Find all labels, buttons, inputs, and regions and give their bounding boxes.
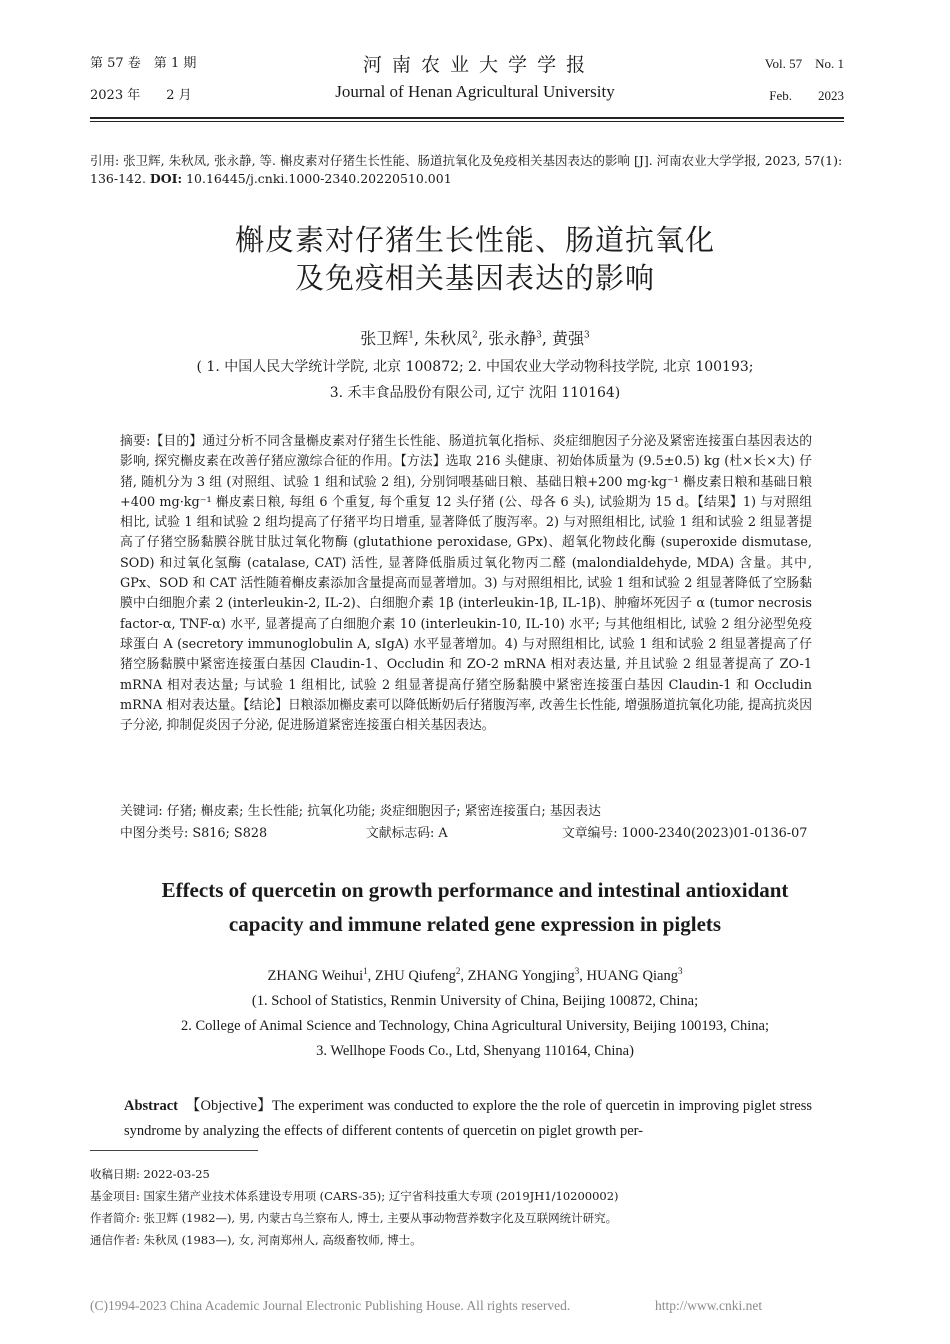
author-affil-mark: 1 xyxy=(363,966,368,977)
abstract-en-label: Abstract xyxy=(124,1098,178,1114)
header-rule-thin xyxy=(90,121,844,122)
abstract-en-text: 【Objective】The experiment was conducted to explore the the role of quercetin in improving piglet stress syndrome by analyzing the effects of different contents of quercetin on piglet growth per- xyxy=(124,1098,813,1139)
volume-issue-en: Vol. 57 No. 1 xyxy=(764,56,844,71)
author-affil-mark: 3 xyxy=(574,966,580,977)
author-name-en: ZHU Qiufeng xyxy=(374,968,456,984)
author-affil-mark: 1 xyxy=(408,330,414,341)
doi-link[interactable]: 10.16445/j.cnki.1000-2340.20220510.001 xyxy=(186,171,452,186)
doi-label: DOI: xyxy=(149,171,183,186)
abstract-en xyxy=(124,1094,812,1144)
title-cn-line2: 及免疫相关基因表达的影响 xyxy=(294,261,655,295)
footnote-received: 收稿日期: 2022-03-25 xyxy=(90,1167,210,1181)
journal-name-en: Journal of Henan Agricultural University xyxy=(335,82,615,101)
affiliations-cn-line2: 3. 禾丰食品股份有限公司, 辽宁 沈阳 110164) xyxy=(329,385,621,401)
classification-line xyxy=(120,822,812,840)
affiliations-en-line2: 2. College of Animal Science and Technology, China Agricultural University, Beijing 100193, China; xyxy=(180,1018,769,1034)
citation-text: 引用: 张卫辉, 朱秋凤, 张永静, 等. 槲皮素对仔猪生长性能、肠道抗氧化及免疫相关基因表达的影响 [J]. 河南农业大学学报, 2023, 57(1): 136-142. xyxy=(90,153,843,186)
abstract-cn: 摘要:【目的】通过分析不同含量槲皮素对仔猪生长性能、肠道抗氧化指标、炎症细胞因子分泌及紧密连接蛋白基因表达的影响, 探究槲皮素在改善仔猪应激综合征的作用。【方法】选取 216 头健康、初始体质量为 (9.5±0.5) kg (杜×长×大) 仔猪, 随机分为 3 组 (对照组、试验 1 组和试验 2 组), 分别饲喂基础日粮、基础日粮+200 mg·kg⁻¹ 槲皮素日粮和基础日粮+400 mg·kg⁻¹ 槲皮素日粮, 每组 6 个重复, 每个重复 12 头仔猪 (公、母各 6 头), 试验期为 15 d。【结果】1) 与对照组相比, 试验 1 组和试验 2 组均提高了仔猪平均日增重, 显著降低了腹泻率。2) 与对照组相比, 试验 1 组和试验 2 组显著提高了仔猪空肠黏膜谷胱甘肽过氧化物酶 (glutathione peroxidase, GPx)、超氧化物歧化酶 (superoxide dismutase, SOD) 和过氧化氢酶 (catalase, CAT) 活性, 显著降低脂质过氧化物丙二醛 (malondialdehyde, MDA) 含量。其中, GPx、SOD 和 CAT 活性随着槲皮素添加含量提高而显著增加。3) 与对照组相比, 试验 1 组和试验 2 组显著降低了空肠黏膜中白细胞介素 2 (interleukin-2, IL-2)、白细胞介素 1β (interleukin-1β, IL-1β)、肿瘤坏死因子 α (tumor necrosis factor-α, TNF-α) 水平, 显著提高了白细胞介素 10 (interleukin-10, IL-10) 水平; 与其他组相比, 试验 2 组分泌型免疫球蛋白 A (secretory immunoglobulin A, sIgA) 水平显著增加。4) 与对照组相比, 试验 1 组和试验 2 组显著提高了仔猪空肠黏膜中紧密连接蛋白基因 Claudin-1、Occludin 和 ZO-2 mRNA 相对表达量, 并且试验 2 组显著提高了 ZO-1 mRNA 相对表达量; 与试验 1 组相比, 试验 2 组显著提高仔猪空肠黏膜中紧密连接蛋白基因 Claudin-1 和 Occludin mRNA 相对表达量。【结论】日粮添加槲皮素可以降低断奶后仔猪腹泻率, 改善生长性能, 增强肠道抗氧化功能, 提高抗炎因子分泌, 抑制促炎因子分泌, 促进肠道紧密连接蛋白相关基因表达。 xyxy=(120,434,812,734)
footnote-funding: 基金项目: 国家生猪产业技术体系建设专用项 (CARS-35); 辽宁省科技重大专项 (2019JH1/10200002) xyxy=(90,1189,619,1203)
copyright-line xyxy=(90,1298,850,1314)
affiliations-en-line1: (1. School of Statistics, Renmin University of China, Beijing 100872, China; xyxy=(251,993,699,1009)
document-code: 文献标志码: A xyxy=(366,826,448,841)
volume-issue-cn: 第 57 卷 第 1 期 xyxy=(90,56,197,71)
author-name: 黄强 xyxy=(552,329,585,348)
footnote-author-bio: 作者简介: 张卫辉 (1982—), 男, 内蒙古乌兰察布人, 博士, 主要从事动物营养数字化及互联网统计研究。 xyxy=(90,1211,618,1225)
authors-cn: 张卫辉$^1$, 朱秋凤$^2$, 张永静$^3$, 黄强$^3$ xyxy=(360,329,590,348)
title-en-line2: capacity and immune related gene expression in piglets xyxy=(228,912,722,936)
keywords-cn: 关键词: 仔猪; 槲皮素; 生长性能; 抗氧化功能; 炎症细胞因子; 紧密连接蛋白; 基因表达 xyxy=(120,804,601,819)
title-cn-line1: 槲皮素对仔猪生长性能、肠道抗氧化 xyxy=(234,223,715,257)
author-affil-mark: 2 xyxy=(472,330,478,341)
date-en: Feb. 2023 xyxy=(769,88,844,103)
affiliations-cn-line1: ( 1. 中国人民大学统计学院, 北京 100872; 2. 中国农业大学动物科技学院, 北京 100193; xyxy=(196,359,754,375)
date-cn: 2023 年 2 月 xyxy=(90,88,192,103)
author-name: 张卫辉 xyxy=(360,329,409,348)
author-name-en: HUANG Qiang xyxy=(586,968,678,984)
authors-en: ZHANG Weihui$^1$, ZHU Qiufeng$^2$, ZHANG Yongjing$^3$, HUANG Qiang$^3$ xyxy=(267,966,683,984)
copyright-text: (C)1994-2023 China Academic Journal Electronic Publishing House. All rights reserved. xyxy=(90,1298,571,1313)
article-number: 文章编号: 1000-2340(2023)01-0136-07 xyxy=(562,826,808,841)
author-name-en: ZHANG Yongjing xyxy=(467,968,575,984)
header-rule-thick xyxy=(90,117,844,119)
author-affil-mark: 3 xyxy=(584,330,590,341)
author-affil-mark: 2 xyxy=(455,966,461,977)
footnote-corresponding: 通信作者: 朱秋凤 (1983—), 女, 河南郑州人, 高级畜牧师, 博士。 xyxy=(90,1233,422,1247)
journal-name-cn: 河 南 农 业 大 学 学 报 xyxy=(362,54,588,76)
citation-block xyxy=(90,152,844,188)
title-en-line1: Effects of quercetin on growth performance and intestinal antioxidant xyxy=(161,878,789,902)
cnki-link[interactable]: http://www.cnki.net xyxy=(655,1298,763,1313)
author-name-en: ZHANG Weihui xyxy=(267,968,364,984)
author-affil-mark: 3 xyxy=(536,330,542,341)
author-name: 朱秋凤 xyxy=(424,329,473,348)
clc-number: 中图分类号: S816; S828 xyxy=(120,826,268,841)
affiliations-en-line3: 3. Wellhope Foods Co., Ltd, Shenyang 110164, China) xyxy=(316,1043,634,1059)
author-name: 张永静 xyxy=(488,329,537,348)
footnote-rule xyxy=(90,1150,258,1151)
author-affil-mark: 3 xyxy=(677,966,683,977)
